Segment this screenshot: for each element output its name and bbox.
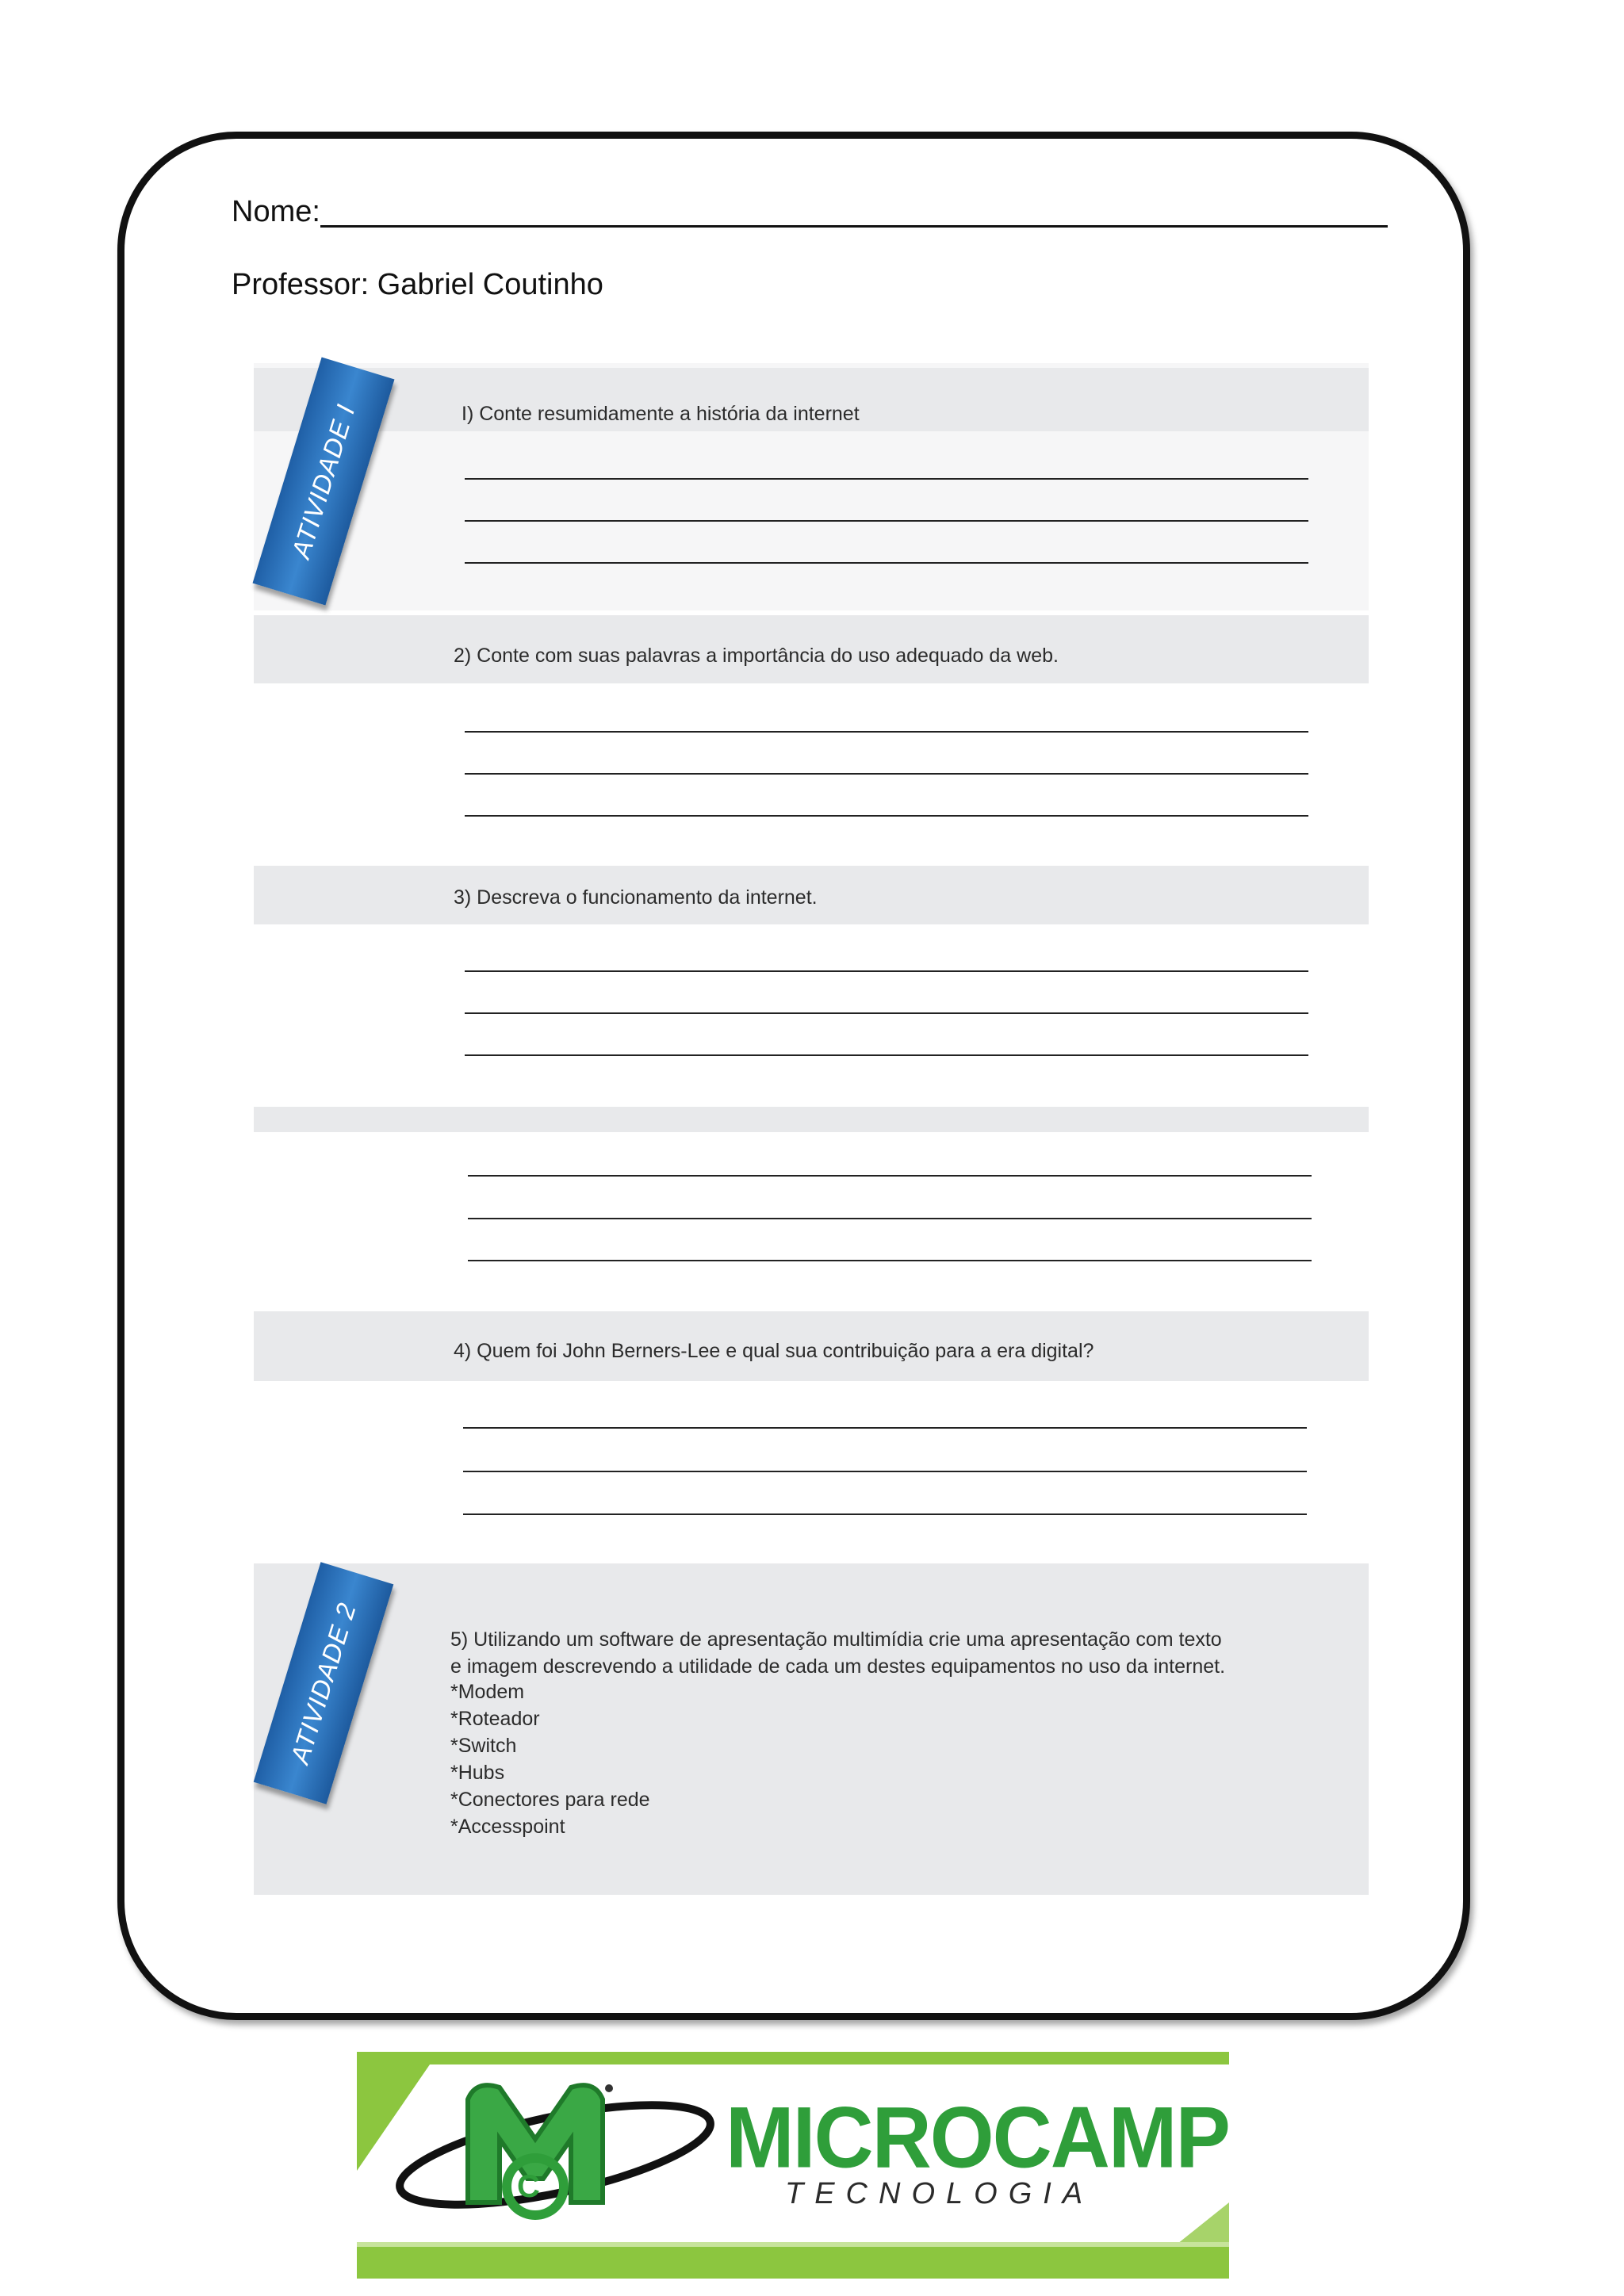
- answer-line-3c[interactable]: [465, 1054, 1308, 1056]
- activity-2-label: ATIVIDADE 2: [285, 1598, 362, 1767]
- name-field-line[interactable]: [320, 225, 1388, 228]
- answer-line-2b[interactable]: [465, 773, 1308, 775]
- answer-line-extra-b[interactable]: [468, 1218, 1312, 1219]
- name-label: Nome:: [232, 195, 320, 228]
- answer-line-3b[interactable]: [465, 1012, 1308, 1014]
- list-item: *Modem: [450, 1681, 525, 1703]
- question-5-line-1: 5) Utilizando um software de apresentação multimídia crie uma apresentação com texto: [450, 1628, 1222, 1651]
- question-5-band: [254, 1563, 1369, 1895]
- answer-line-4a[interactable]: [463, 1427, 1307, 1429]
- logo-title: MICROCAMP: [726, 2090, 1229, 2187]
- list-item: *Conectores para rede: [450, 1789, 650, 1811]
- question-1-text: I) Conte resumidamente a história da internet: [462, 403, 860, 425]
- answer-line-1b[interactable]: [465, 520, 1308, 522]
- list-item: *Roteador: [450, 1708, 540, 1730]
- microcamp-logo-banner: [357, 2052, 1229, 2279]
- activity-1-label: ATIVIDADE I: [285, 400, 361, 562]
- question-3-text: 3) Descreva o funcionamento da internet.: [454, 886, 818, 909]
- equipment-list: [450, 1678, 650, 1840]
- answer-line-extra-a[interactable]: [468, 1175, 1312, 1177]
- answer-line-1a[interactable]: [465, 478, 1308, 480]
- answer-line-2c[interactable]: [465, 815, 1308, 817]
- svg-text:C: C: [517, 2169, 540, 2204]
- professor-label: Professor: Gabriel Coutinho: [232, 268, 603, 301]
- answer-line-1c[interactable]: [465, 562, 1308, 564]
- answer-line-4c[interactable]: [463, 1513, 1307, 1515]
- answer-line-3a[interactable]: [465, 970, 1308, 972]
- logo-subtitle: TECNOLOGIA: [785, 2177, 1094, 2210]
- list-item: *Hubs: [450, 1762, 505, 1784]
- answer-line-2a[interactable]: [465, 731, 1308, 733]
- question-4-text: 4) Quem foi John Berners-Lee e qual sua contribuição para a era digital?: [454, 1340, 1094, 1362]
- question-2-text: 2) Conte com suas palavras a importância do uso adequado da web.: [454, 645, 1059, 667]
- empty-band: [254, 1107, 1369, 1132]
- answer-line-4b[interactable]: [463, 1471, 1307, 1472]
- question-5-line-2: e imagem descrevendo a utilidade de cada um destes equipamentos no uso da internet.: [450, 1655, 1226, 1678]
- list-item: *Switch: [450, 1735, 517, 1757]
- list-item: *Accesspoint: [450, 1816, 565, 1838]
- answer-line-extra-c[interactable]: [468, 1260, 1312, 1261]
